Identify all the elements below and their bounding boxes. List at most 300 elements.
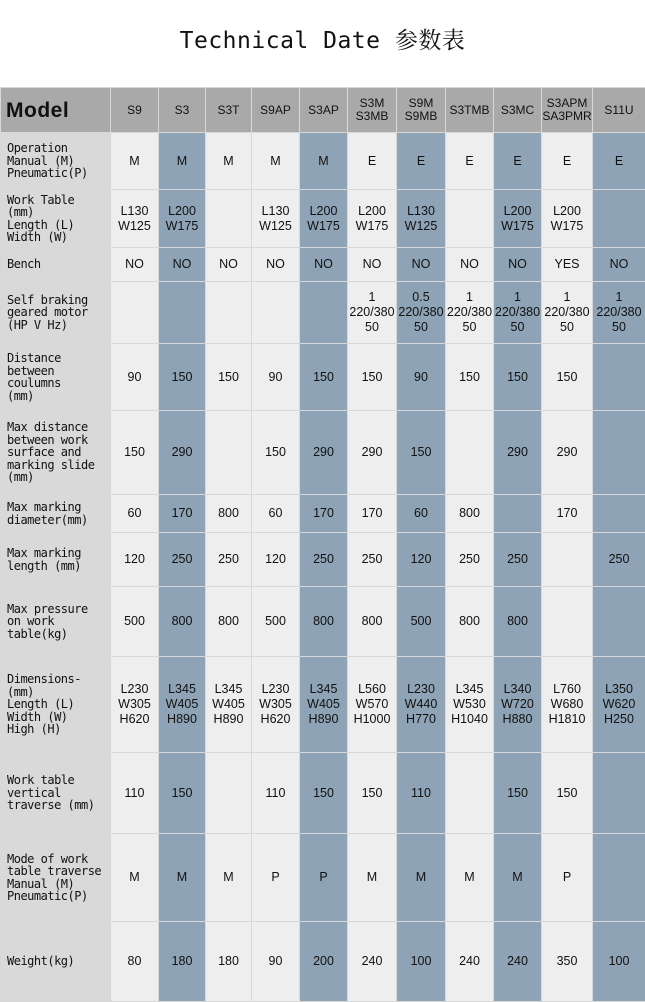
model-header-s11u xyxy=(593,88,645,133)
table-cell-operation-s3t xyxy=(206,133,252,190)
table-cell-weight-s3tmb xyxy=(446,922,494,1002)
text-line: 100 xyxy=(593,954,645,969)
text-line: 240 xyxy=(348,954,396,969)
table-cell-dimensions-s3ap xyxy=(300,657,348,753)
text-line: 1 xyxy=(446,290,493,305)
text-line: diameter(mm) xyxy=(7,514,107,527)
text-line: 250 xyxy=(494,552,541,567)
table-cell-max-distance-s3t xyxy=(206,411,252,495)
table-cell-weight-s11u xyxy=(593,922,645,1002)
table-cell-max-length-s3mc xyxy=(494,533,542,587)
text-line: traverse (mm) xyxy=(7,799,107,812)
table-cell-work-table-s9 xyxy=(111,190,159,248)
text-line: M xyxy=(159,154,205,169)
text-line: Max marking xyxy=(7,501,107,514)
text-line: 1 xyxy=(494,290,541,305)
text-line: Dimensions- xyxy=(7,673,107,686)
text-line: 350 xyxy=(542,954,592,969)
text-line: 800 xyxy=(348,614,396,629)
text-line: W125 xyxy=(397,219,445,234)
text-line: Length (L) xyxy=(7,219,107,232)
table-cell-max-distance-s3apm xyxy=(542,411,593,495)
table-cell-distance-columns-s11u xyxy=(593,344,645,411)
text-line: coulumns xyxy=(7,377,107,390)
text-line: 800 xyxy=(300,614,347,629)
model-header-s3 xyxy=(159,88,206,133)
text-line: H890 xyxy=(159,712,205,727)
table-cell-operation-s11u xyxy=(593,133,645,190)
text-line: NO xyxy=(348,257,396,272)
text-line: M xyxy=(494,870,541,885)
table-cell-max-length-s3m xyxy=(348,533,397,587)
text-line: Weight(kg) xyxy=(7,955,107,968)
model-header-s9m xyxy=(397,88,446,133)
table-cell-bench-s3ap xyxy=(300,248,348,282)
text-line: H620 xyxy=(111,712,158,727)
table-cell-vertical-traverse-s3ap xyxy=(300,753,348,834)
table-cell-max-diameter-s3ap xyxy=(300,495,348,533)
text-line: 220/380 xyxy=(348,305,396,320)
text-line: between xyxy=(7,365,107,378)
text-line: H620 xyxy=(252,712,299,727)
text-line: 250 xyxy=(593,552,645,567)
text-line: 150 xyxy=(542,786,592,801)
table-cell-distance-columns-s3apm xyxy=(542,344,593,411)
text-line: 150 xyxy=(397,445,445,460)
text-line: 150 xyxy=(494,370,541,385)
text-line: Max distance xyxy=(7,421,107,434)
table-cell-work-table-s9ap xyxy=(252,190,300,248)
text-line: W405 xyxy=(159,697,205,712)
table-cell-dimensions-s3mc xyxy=(494,657,542,753)
table-cell-operation-s9 xyxy=(111,133,159,190)
table-cell-traverse-mode-s3mc xyxy=(494,834,542,922)
text-line: 170 xyxy=(159,506,205,521)
text-line: Manual (M) xyxy=(7,155,107,168)
text-line: 110 xyxy=(397,786,445,801)
table-cell-work-table-s3ap xyxy=(300,190,348,248)
text-line: Width (W) xyxy=(7,711,107,724)
text-line: 50 xyxy=(494,320,541,335)
table-cell-motor-s11u xyxy=(593,282,645,344)
text-line: 220/380 xyxy=(446,305,493,320)
text-line: 90 xyxy=(252,370,299,385)
text-line: geared motor xyxy=(7,306,107,319)
text-line: NO xyxy=(252,257,299,272)
text-line: 240 xyxy=(494,954,541,969)
table-cell-max-pressure-s3m xyxy=(348,587,397,657)
text-line: (mm) xyxy=(7,686,107,699)
table-row-max-diameter xyxy=(1,495,645,533)
table-cell-weight-s3ap xyxy=(300,922,348,1002)
table-cell-max-length-s3t xyxy=(206,533,252,587)
text-line: (mm) xyxy=(7,471,107,484)
text-line: L200 xyxy=(300,204,347,219)
text-line: L350 xyxy=(593,682,645,697)
text-line: S3MC xyxy=(494,104,541,117)
text-line: W175 xyxy=(542,219,592,234)
table-cell-max-pressure-s11u xyxy=(593,587,645,657)
text-line: L200 xyxy=(494,204,541,219)
model-header-s3ap xyxy=(300,88,348,133)
text-line: 150 xyxy=(446,370,493,385)
text-line: 150 xyxy=(159,370,205,385)
model-header-s3apm xyxy=(542,88,593,133)
table-cell-max-pressure-s9m xyxy=(397,587,446,657)
text-line: 150 xyxy=(111,445,158,460)
text-line: 240 xyxy=(446,954,493,969)
text-line: S3APM xyxy=(542,97,592,110)
text-line: 50 xyxy=(593,320,645,335)
table-cell-work-table-s9m xyxy=(397,190,446,248)
text-line: H770 xyxy=(397,712,445,727)
text-line: 120 xyxy=(397,552,445,567)
text-line: L230 xyxy=(252,682,299,697)
text-line: 290 xyxy=(542,445,592,460)
text-line: Work Table (mm) xyxy=(7,194,107,219)
table-cell-max-pressure-s3ap xyxy=(300,587,348,657)
model-header-s9 xyxy=(111,88,159,133)
text-line: E xyxy=(593,154,645,169)
text-line: W175 xyxy=(494,219,541,234)
table-cell-traverse-mode-s9m xyxy=(397,834,446,922)
row-label-distance-columns xyxy=(1,344,111,411)
text-line: Operation xyxy=(7,142,107,155)
table-cell-max-length-s9 xyxy=(111,533,159,587)
text-line: S3TMB xyxy=(446,104,493,117)
model-header-s3mc xyxy=(494,88,542,133)
table-cell-dimensions-s3m xyxy=(348,657,397,753)
text-line: 290 xyxy=(159,445,205,460)
text-line: L230 xyxy=(111,682,158,697)
text-line: 800 xyxy=(159,614,205,629)
text-line: 180 xyxy=(159,954,205,969)
text-line: vertical xyxy=(7,787,107,800)
text-line: L130 xyxy=(252,204,299,219)
table-cell-max-diameter-s3apm xyxy=(542,495,593,533)
text-line: 290 xyxy=(300,445,347,460)
text-line: L345 xyxy=(206,682,251,697)
table-cell-motor-s9 xyxy=(111,282,159,344)
text-line: 90 xyxy=(397,370,445,385)
text-line: H1040 xyxy=(446,712,493,727)
text-line: NO xyxy=(206,257,251,272)
table-cell-max-diameter-s3tmb xyxy=(446,495,494,533)
table-cell-max-pressure-s3 xyxy=(159,587,206,657)
text-line: L200 xyxy=(159,204,205,219)
table-cell-motor-s3m xyxy=(348,282,397,344)
table-cell-max-pressure-s9 xyxy=(111,587,159,657)
text-line: marking slide xyxy=(7,459,107,472)
row-label-dimensions xyxy=(1,657,111,753)
text-line: M xyxy=(159,870,205,885)
text-line: 1 xyxy=(593,290,645,305)
text-line: (HP V Hz) xyxy=(7,319,107,332)
model-header-label: Model xyxy=(1,88,111,133)
text-line: 50 xyxy=(446,320,493,335)
text-line: 800 xyxy=(206,506,251,521)
table-cell-max-diameter-s3m xyxy=(348,495,397,533)
text-line: NO xyxy=(593,257,645,272)
text-line: H1810 xyxy=(542,712,592,727)
text-line: 500 xyxy=(252,614,299,629)
text-line: table traverse xyxy=(7,865,107,878)
text-line: 60 xyxy=(111,506,158,521)
text-line: W305 xyxy=(111,697,158,712)
table-cell-traverse-mode-s11u xyxy=(593,834,645,922)
table-row-weight xyxy=(1,922,645,1002)
table-row-max-pressure xyxy=(1,587,645,657)
table-cell-distance-columns-s3t xyxy=(206,344,252,411)
text-line: S9 xyxy=(111,104,158,117)
table-row-operation xyxy=(1,133,645,190)
table-cell-traverse-mode-s3m xyxy=(348,834,397,922)
text-line: 250 xyxy=(300,552,347,567)
table-cell-weight-s3 xyxy=(159,922,206,1002)
text-line: H880 xyxy=(494,712,541,727)
text-line: NO xyxy=(111,257,158,272)
table-cell-max-distance-s9 xyxy=(111,411,159,495)
table-cell-dimensions-s3t xyxy=(206,657,252,753)
text-line: W175 xyxy=(300,219,347,234)
row-label-max-length xyxy=(1,533,111,587)
text-line: 150 xyxy=(206,370,251,385)
text-line: M xyxy=(252,154,299,169)
text-line: 50 xyxy=(397,320,445,335)
text-line: E xyxy=(446,154,493,169)
text-line: S3AP xyxy=(300,104,347,117)
table-row-dimensions xyxy=(1,657,645,753)
text-line: table(kg) xyxy=(7,628,107,641)
table-cell-motor-s3t xyxy=(206,282,252,344)
table-cell-vertical-traverse-s11u xyxy=(593,753,645,834)
table-cell-max-length-s9m xyxy=(397,533,446,587)
table-cell-weight-s3apm xyxy=(542,922,593,1002)
text-line: 800 xyxy=(446,614,493,629)
text-line: H1000 xyxy=(348,712,396,727)
text-line: (mm) xyxy=(7,390,107,403)
table-cell-weight-s9 xyxy=(111,922,159,1002)
text-line: 60 xyxy=(397,506,445,521)
table-cell-motor-s3tmb xyxy=(446,282,494,344)
table-cell-traverse-mode-s3 xyxy=(159,834,206,922)
text-line: 150 xyxy=(300,370,347,385)
table-row-max-distance xyxy=(1,411,645,495)
text-line: 100 xyxy=(397,954,445,969)
table-row-traverse-mode xyxy=(1,834,645,922)
table-cell-max-diameter-s3mc xyxy=(494,495,542,533)
table-cell-distance-columns-s9ap xyxy=(252,344,300,411)
table-cell-max-distance-s3ap xyxy=(300,411,348,495)
text-line: L200 xyxy=(542,204,592,219)
table-cell-vertical-traverse-s9 xyxy=(111,753,159,834)
table-cell-bench-s3apm xyxy=(542,248,593,282)
text-line: E xyxy=(542,154,592,169)
text-line: H890 xyxy=(300,712,347,727)
text-line: L230 xyxy=(397,682,445,697)
text-line: Max marking xyxy=(7,547,107,560)
table-cell-bench-s3t xyxy=(206,248,252,282)
table-cell-bench-s3mc xyxy=(494,248,542,282)
text-line: 250 xyxy=(446,552,493,567)
model-header-s9ap xyxy=(252,88,300,133)
text-line: W175 xyxy=(159,219,205,234)
text-line: W720 xyxy=(494,697,541,712)
model-header-s3tmb xyxy=(446,88,494,133)
table-cell-dimensions-s3tmb xyxy=(446,657,494,753)
text-line: S9AP xyxy=(252,104,299,117)
table-cell-weight-s3m xyxy=(348,922,397,1002)
table-cell-max-distance-s11u xyxy=(593,411,645,495)
table-cell-work-table-s3mc xyxy=(494,190,542,248)
text-line: Length (L) xyxy=(7,698,107,711)
text-line: between work xyxy=(7,434,107,447)
text-line: P xyxy=(300,870,347,885)
text-line: 110 xyxy=(111,786,158,801)
text-line: 170 xyxy=(348,506,396,521)
text-line: W125 xyxy=(252,219,299,234)
text-line: W620 xyxy=(593,697,645,712)
table-cell-bench-s3m xyxy=(348,248,397,282)
text-line: M xyxy=(206,154,251,169)
table-cell-max-distance-s3mc xyxy=(494,411,542,495)
text-line: S11U xyxy=(593,104,645,117)
table-cell-operation-s9m xyxy=(397,133,446,190)
row-label-traverse-mode xyxy=(1,834,111,922)
text-line: 250 xyxy=(159,552,205,567)
text-line: NO xyxy=(159,257,205,272)
table-cell-dimensions-s3apm xyxy=(542,657,593,753)
text-line: W175 xyxy=(348,219,396,234)
text-line: L760 xyxy=(542,682,592,697)
text-line: Width (W) xyxy=(7,231,107,244)
table-cell-traverse-mode-s3t xyxy=(206,834,252,922)
text-line: S9MB xyxy=(397,110,445,123)
text-line: 290 xyxy=(348,445,396,460)
text-line: 220/380 xyxy=(542,305,592,320)
text-line: E xyxy=(397,154,445,169)
table-cell-max-diameter-s9ap xyxy=(252,495,300,533)
text-line: High (H) xyxy=(7,723,107,736)
text-line: W305 xyxy=(252,697,299,712)
text-line: 800 xyxy=(446,506,493,521)
table-cell-traverse-mode-s9ap xyxy=(252,834,300,922)
text-line: 1 xyxy=(348,290,396,305)
text-line: NO xyxy=(300,257,347,272)
text-line: S3MB xyxy=(348,110,396,123)
text-line: 1 xyxy=(542,290,592,305)
text-line: 0.5 xyxy=(397,290,445,305)
text-line: S3M xyxy=(348,97,396,110)
table-cell-bench-s9ap xyxy=(252,248,300,282)
table-cell-max-diameter-s3 xyxy=(159,495,206,533)
table-cell-operation-s3 xyxy=(159,133,206,190)
table-cell-max-distance-s3m xyxy=(348,411,397,495)
text-line: 150 xyxy=(252,445,299,460)
text-line: 60 xyxy=(252,506,299,521)
table-cell-max-pressure-s3t xyxy=(206,587,252,657)
text-line: 800 xyxy=(206,614,251,629)
table-cell-vertical-traverse-s3tmb xyxy=(446,753,494,834)
text-line: SA3PMR xyxy=(542,110,592,123)
table-row-vertical-traverse xyxy=(1,753,645,834)
text-line: W680 xyxy=(542,697,592,712)
table-cell-traverse-mode-s3tmb xyxy=(446,834,494,922)
text-line: Pneumatic(P) xyxy=(7,890,107,903)
text-line: 200 xyxy=(300,954,347,969)
text-line: YES xyxy=(542,257,592,272)
table-cell-work-table-s3 xyxy=(159,190,206,248)
table-row-work-table xyxy=(1,190,645,248)
table-cell-dimensions-s11u xyxy=(593,657,645,753)
text-line: P xyxy=(542,870,592,885)
table-cell-vertical-traverse-s3t xyxy=(206,753,252,834)
text-line: 220/380 xyxy=(397,305,445,320)
text-line: 150 xyxy=(494,786,541,801)
row-label-max-diameter xyxy=(1,495,111,533)
table-cell-distance-columns-s3m xyxy=(348,344,397,411)
text-line: M xyxy=(397,870,445,885)
table-cell-max-pressure-s3apm xyxy=(542,587,593,657)
table-cell-operation-s3apm xyxy=(542,133,593,190)
table-cell-max-pressure-s3tmb xyxy=(446,587,494,657)
text-line: 220/380 xyxy=(494,305,541,320)
table-cell-motor-s3 xyxy=(159,282,206,344)
text-line: Pneumatic(P) xyxy=(7,167,107,180)
model-header-s3t xyxy=(206,88,252,133)
table-cell-operation-s3ap xyxy=(300,133,348,190)
text-line: 50 xyxy=(542,320,592,335)
table-cell-max-diameter-s3t xyxy=(206,495,252,533)
model-header-s3m xyxy=(348,88,397,133)
text-line: Self braking xyxy=(7,294,107,307)
table-cell-bench-s9m xyxy=(397,248,446,282)
text-line: 90 xyxy=(252,954,299,969)
table-row-max-length xyxy=(1,533,645,587)
text-line: W405 xyxy=(206,697,251,712)
table-cell-motor-s3apm xyxy=(542,282,593,344)
text-line: P xyxy=(252,870,299,885)
table-cell-max-distance-s3 xyxy=(159,411,206,495)
table-cell-traverse-mode-s3ap xyxy=(300,834,348,922)
table-cell-distance-columns-s3 xyxy=(159,344,206,411)
text-line: 120 xyxy=(111,552,158,567)
table-cell-work-table-s3apm xyxy=(542,190,593,248)
row-label-max-pressure xyxy=(1,587,111,657)
table-cell-max-pressure-s3mc xyxy=(494,587,542,657)
text-line: M xyxy=(446,870,493,885)
text-line: 290 xyxy=(494,445,541,460)
table-cell-distance-columns-s9 xyxy=(111,344,159,411)
row-label-work-table xyxy=(1,190,111,248)
table-cell-vertical-traverse-s3 xyxy=(159,753,206,834)
text-line: M xyxy=(206,870,251,885)
table-row-bench xyxy=(1,248,645,282)
text-line: Max pressure xyxy=(7,603,107,616)
table-cell-distance-columns-s3ap xyxy=(300,344,348,411)
text-line: on work xyxy=(7,615,107,628)
text-line: 90 xyxy=(111,370,158,385)
table-cell-work-table-s3m xyxy=(348,190,397,248)
text-line: surface and xyxy=(7,446,107,459)
table-cell-traverse-mode-s3apm xyxy=(542,834,593,922)
text-line: E xyxy=(348,154,396,169)
text-line: M xyxy=(300,154,347,169)
text-line: L130 xyxy=(111,204,158,219)
text-line: 220/380 xyxy=(593,305,645,320)
text-line: L130 xyxy=(397,204,445,219)
text-line: S3T xyxy=(206,104,251,117)
